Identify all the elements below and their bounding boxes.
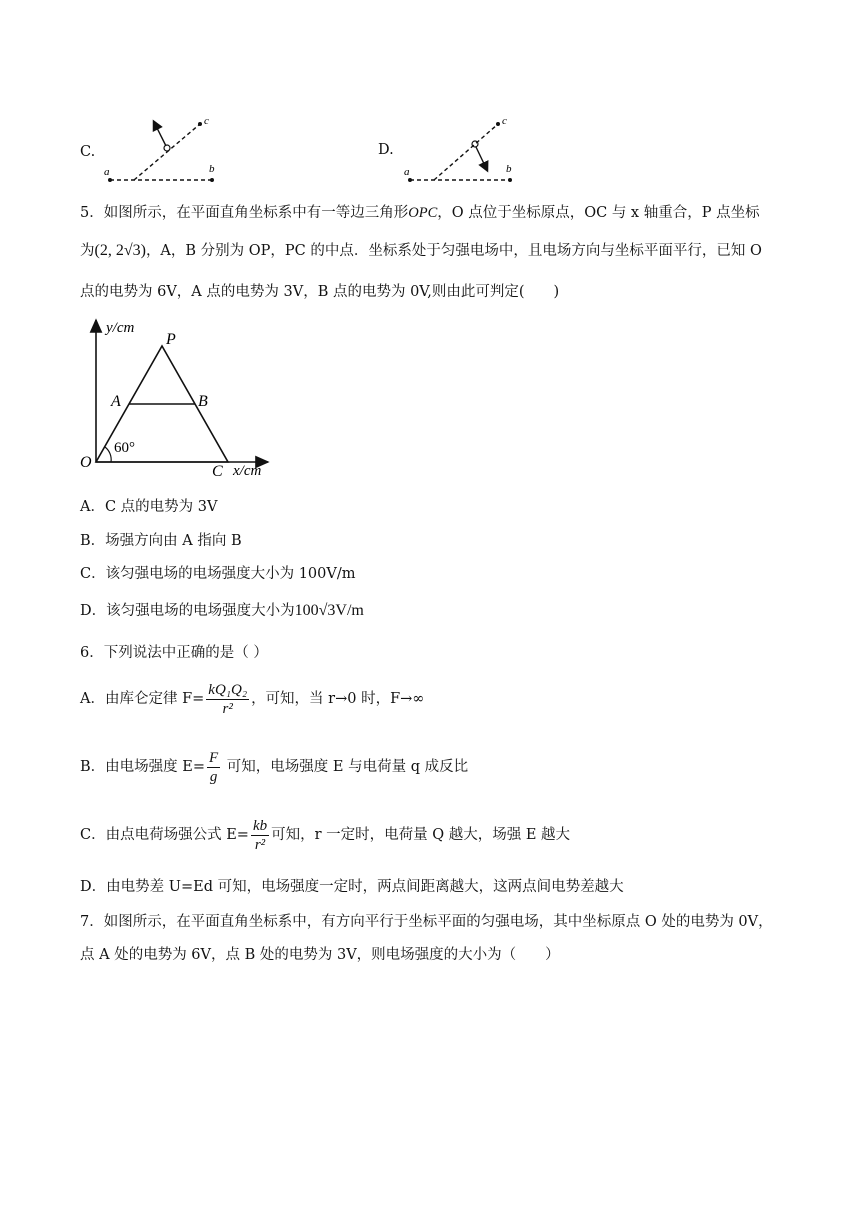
point-a-label: a	[104, 166, 110, 178]
q5-option-a: A．C 点的电势为 3V	[80, 499, 218, 515]
label-b: B	[198, 393, 208, 410]
q5-triangle-figure	[78, 312, 278, 482]
q6-stem: 6．下列说法中正确的是（ ）	[80, 645, 268, 661]
q5-line3: 点的电势为 6V，A 点的电势为 3V，B 点的电势为 0V,则由此可判定( )	[80, 284, 560, 300]
q6-option-a: A．由库仑定律 F= $\frac{\text{kQ₁Q₂}}{\text{r²}}$ ，可知，当 r→0 时，F→∞	[80, 681, 425, 717]
q5-line1: 5．如图所示，在平面直角坐标系中有一等边三角形OPC，O 点位于坐标原点，OC 与 x 轴重合，P 点坐标	[80, 205, 760, 221]
p-coordinate: (2, 2√3)	[94, 242, 146, 259]
q5-option-d: D．该匀强电场的电场强度大小为100√3V/m	[80, 602, 364, 619]
coulomb-fraction: $\frac{\text{kQ₁Q₂}}{\text{r²}}$	[208, 681, 248, 717]
q7-line1: 7．如图所示，在平面直角坐标系中，有方向平行于坐标平面的匀强电场，其中坐标原点 O 处的电势为 0V，	[80, 914, 773, 930]
label-c: C	[212, 463, 223, 480]
svg-text:c: c	[502, 115, 507, 127]
charge-circle	[164, 145, 170, 151]
q5-line2: 为(2, 2√3)，A，B 分别为 OP，PC 的中点．坐标系处于匀强电场中，且电场方向与坐标平面平行，已知 O	[80, 242, 762, 259]
angle-arc	[105, 447, 111, 462]
y-axis-label: y/cm	[106, 320, 135, 336]
option-d-figure	[400, 112, 530, 187]
q6-option-d: D．由电势差 U=Ed 可知，电场强度一定时，两点间距离越大，这两点间电势差越大	[80, 879, 624, 895]
q5-option-b: B．场强方向由 A 指向 B	[80, 533, 242, 549]
field-fraction: $\frac{F}{g}$	[209, 749, 219, 785]
svg-text:b: b	[506, 163, 512, 175]
svg-text:a: a	[404, 166, 410, 178]
point-b-label: b	[209, 163, 215, 175]
q7-line2: 点 A 处的电势为 6V，点 B 处的电势为 3V，则电场强度的大小为（ ）	[80, 947, 560, 963]
option-d-label: D.	[378, 142, 394, 158]
option-c-label: C.	[80, 144, 96, 160]
field-strength-value: 100√3V/m	[294, 602, 364, 619]
q6-option-b: B．由电场强度 E= $\frac{F}{g}$ 可知，电场强度 E 与电荷量 q 成反比	[80, 749, 469, 785]
label-a: A	[111, 393, 121, 410]
option-c-figure	[100, 112, 230, 187]
label-p: P	[166, 331, 176, 348]
segment-ac	[134, 124, 200, 180]
q6-option-c: C．由点电荷场强公式 E= $\frac{kb}{\text{r²}}$ 可知，r 一定时，电荷量 Q 越大，场强 E 越大	[80, 817, 571, 853]
label-o: O	[80, 454, 92, 471]
q5-option-c: C．该匀强电场的电场强度大小为 100V/m	[80, 566, 356, 582]
point-charge-fraction: $\frac{kb}{\text{r²}}$	[252, 817, 268, 853]
angle-label: 60°	[114, 440, 135, 456]
point-c-label: c	[204, 115, 209, 127]
field-arrow	[154, 122, 166, 146]
x-axis-label: x/cm	[233, 463, 262, 479]
